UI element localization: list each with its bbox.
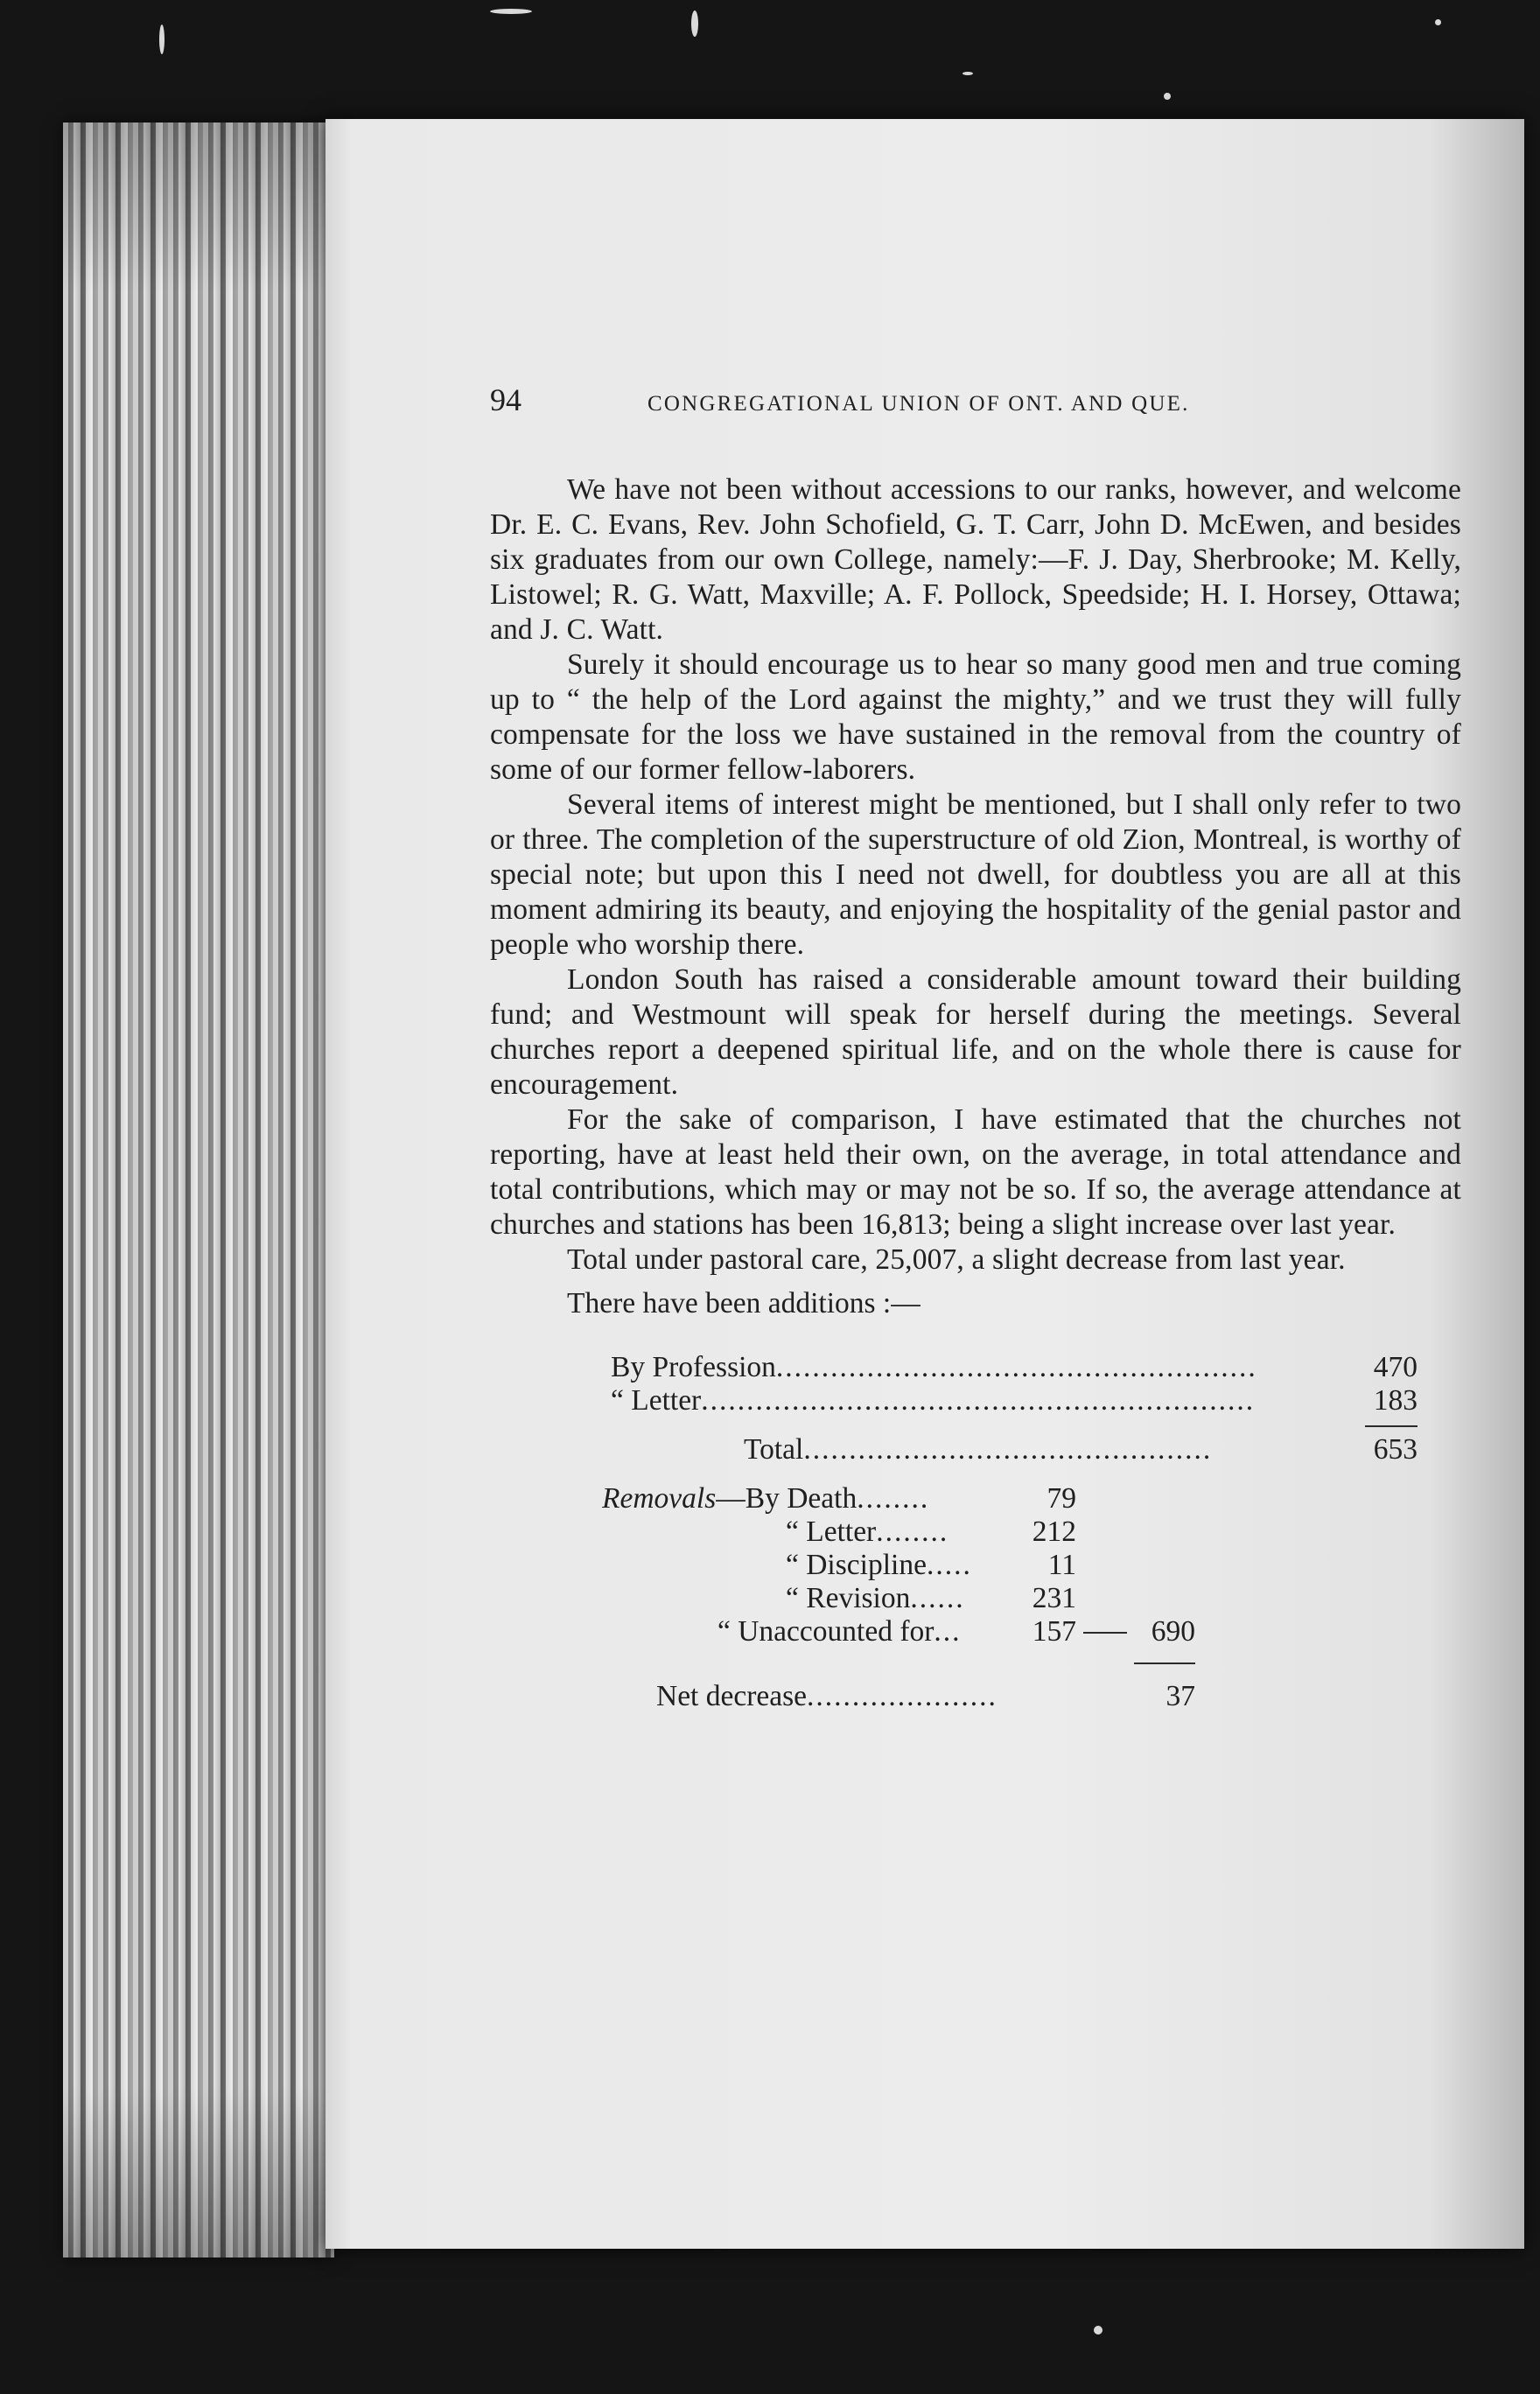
label-net-decrease: Net decrease: [656, 1680, 808, 1712]
book-page: [326, 119, 1524, 2249]
label-by-death: —By Death: [716, 1482, 858, 1515]
paragraph-items-of-interest: Several items of interest might be mentioned, but I shall only refer to two or three. The completion of the superstructure of old Zion, Montreal, is worthy of special note; but upon this I need not dwell, for doubtless you are all at this moment admiring its beauty, and enjoying the hospitality of the genial pastor and people who worship there.: [490, 788, 1461, 961]
removals-dash: [1083, 1632, 1127, 1634]
removals-row-death: Removals—By Death........ 79: [602, 1482, 1076, 1515]
value-by-profession: 470: [1373, 1351, 1418, 1383]
removals-row-revision: “ Revision...... 231: [786, 1582, 1076, 1614]
label-revision: “ Revision: [786, 1582, 911, 1614]
page-number: 94: [490, 382, 522, 417]
label-removals-letter: “ Letter: [786, 1516, 877, 1548]
paragraph-encouragement: Surely it should encourage us to hear so many good men and true coming up to “ the help of the Lord against the mighty,” and we trust they will fully compensate for the loss we have sustained in the removal from the country of some of our former fellow-laborers.: [490, 648, 1461, 786]
value-unaccounted: 157: [1032, 1615, 1076, 1648]
running-head: [490, 382, 1461, 434]
page-content: [490, 382, 1461, 1713]
value-by-death: 79: [1046, 1482, 1076, 1515]
paragraph-building-fund: London South has raised a considerable amount toward their building fund; and Westmount will speak for herself during the meetings. Several churches report a deepened spiritual life, and on the whole there is cause for encouragement.: [490, 963, 1461, 1101]
label-removals: Removals: [602, 1482, 717, 1515]
label-by-profession: By Profession: [611, 1351, 776, 1383]
label-unaccounted: “ Unaccounted for: [718, 1615, 934, 1648]
label-discipline: “ Discipline: [786, 1549, 927, 1581]
net-decrease-row: Net decrease..................... 37: [656, 1680, 1195, 1712]
value-removals-total: 690: [1151, 1615, 1195, 1648]
running-title: CONGREGATIONAL UNION OF ONT. AND QUE.: [648, 392, 1190, 416]
value-additions-letter: 183: [1373, 1384, 1418, 1417]
additions-row-profession: By Profession..................................................... 470: [611, 1351, 1418, 1383]
value-net-decrease: 37: [1166, 1680, 1195, 1712]
removals-sum-rule: [1134, 1662, 1195, 1664]
value-additions-total: 653: [1373, 1433, 1418, 1466]
additions-row-letter: “ Letter............................................................. 183: [490, 1384, 1461, 1418]
paragraph-pastoral-care: Total under pastoral care, 25,007, a slight decrease from last year.: [567, 1243, 1346, 1276]
additions-row-total: Total............................................. 653: [744, 1433, 1418, 1466]
removals-row-letter: “ Letter........ 212: [786, 1516, 1076, 1548]
removals-row-discipline: “ Discipline..... 11: [786, 1549, 1076, 1581]
additions-sum-rule: [1365, 1425, 1418, 1427]
additions-intro: There have been additions :—: [567, 1287, 920, 1320]
scan-speck: [1094, 2326, 1102, 2334]
scan-speck: [159, 24, 164, 54]
paragraph-comparison: For the sake of comparison, I have estimated that the churches not reporting, have at least held their own, on the average, in total attendance and total contributions, which may or may not be so. If so, the average attendance at churches and stations has been 16,813; being a slight increase over last year.: [490, 1103, 1461, 1241]
scan-speck: [962, 72, 973, 75]
scan-speck: [490, 9, 532, 14]
removals-row-unaccounted: “ Unaccounted for... 157 690: [490, 1615, 1461, 1648]
value-removals-letter: 212: [1032, 1516, 1076, 1548]
paragraph-accessions: We have not been without accessions to our ranks, however, and welcome Dr. E. C. Evans, Rev. John Schofield, G. T. Carr, John D. McEwen, and besides six graduates from our own College, namely:—F. J. Day, Sherbrooke; M. Kelly, Listowel; R. G. Watt, Maxville; A. F. Pollock, Speedside; H. I. Horsey, Ottawa; and J. C. Watt.: [490, 473, 1461, 646]
scan-speck: [691, 10, 698, 37]
value-revision: 231: [1032, 1582, 1076, 1614]
scan-speck: [1164, 93, 1171, 100]
book-page-edges: [63, 122, 334, 2258]
label-additions-total: Total: [744, 1433, 804, 1466]
value-discipline: 11: [1047, 1549, 1076, 1581]
scan-speck: [1435, 19, 1441, 25]
label-additions-letter: “ Letter: [611, 1384, 702, 1417]
